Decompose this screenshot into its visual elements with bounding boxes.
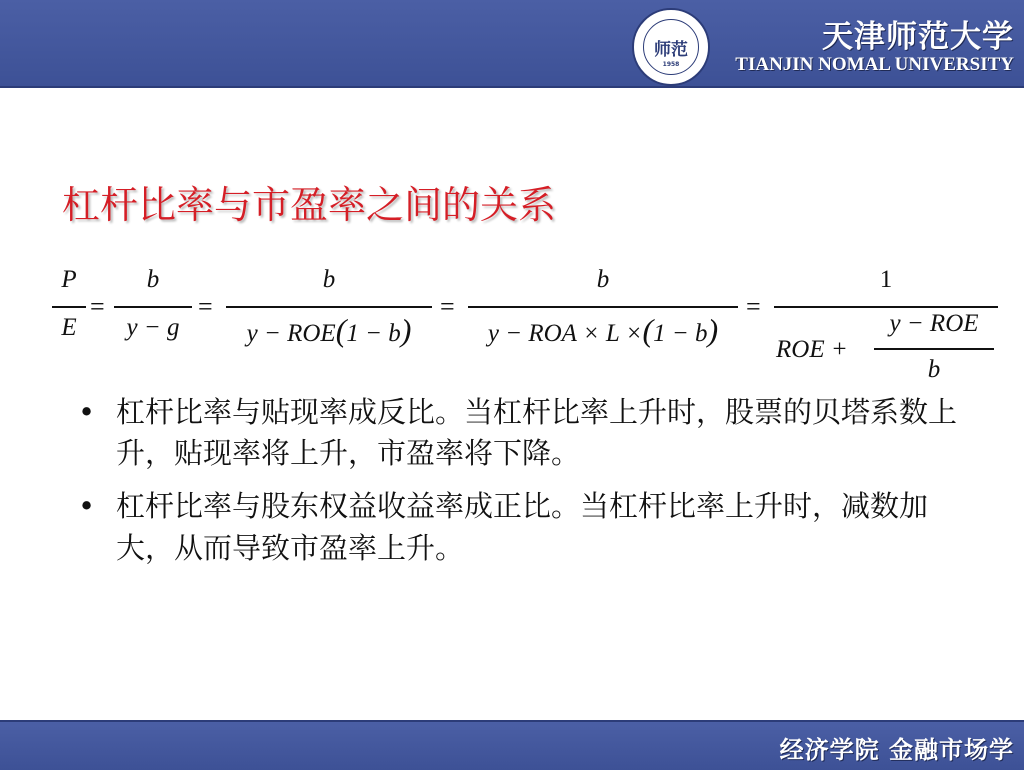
equals-sign: = [90, 292, 105, 321]
slide-title: 杠杆比率与市盈率之间的关系 [62, 183, 557, 227]
fraction-numerator: b [146, 266, 160, 293]
fraction-denominator: y − ROA × L ×(1 − b) [487, 312, 719, 348]
logo-text: 师范 [654, 39, 688, 60]
equals-sign: = [198, 292, 213, 321]
fraction-b-over-roa [468, 260, 738, 360]
university-logo [632, 8, 710, 86]
bullet-text: 杠杆比率与贴现率成反比。当杠杆比率上升时，股票的贝塔系数上升，贴现率将上升，市盈率将下降。 [116, 395, 958, 471]
inner-fraction-bar [874, 348, 994, 350]
fraction-bar [226, 306, 432, 308]
fraction-denominator: y − ROE(1 − b) [246, 312, 412, 348]
denominator-part: y − ROA × L × [487, 320, 643, 347]
inner-fraction [874, 310, 994, 400]
university-name-en: TIANJIN NOMAL UNIVERSITY [735, 54, 1014, 75]
fraction-numerator: b [596, 266, 610, 293]
fraction-b-over-y-g [114, 260, 192, 360]
university-name-cn: 天津师范大学 [822, 19, 1014, 55]
fraction-bar [468, 306, 738, 308]
fraction-numerator: 1 [879, 266, 893, 293]
fraction-pe [52, 260, 86, 360]
denominator-left: ROE + [776, 336, 848, 363]
footer-text: 经济学院 金融市场学 [779, 736, 1014, 764]
denominator-paren-term: 1 − b [653, 320, 708, 347]
fraction-b-over-roe [226, 260, 432, 360]
inner-numerator: y − ROE [889, 310, 979, 337]
bullet-item [78, 486, 978, 568]
fraction-numerator: P [61, 266, 77, 293]
bullet-symbol: • [78, 489, 96, 524]
fraction-numerator: b [322, 266, 336, 293]
fraction-bar [114, 306, 192, 308]
logo-emblem [643, 19, 699, 75]
bullet-item [78, 392, 978, 474]
pe-formula [0, 250, 1024, 400]
inner-denominator: b [927, 356, 941, 383]
fraction-denominator: y − g [126, 314, 180, 341]
denominator-part: y − ROE [246, 320, 336, 347]
equals-sign: = [440, 292, 455, 321]
bullet-text: 杠杆比率与股东权益收益率成正比。当杠杆比率上升时，减数加大，从而导致市盈率上升。 [116, 489, 929, 565]
fraction-bar [774, 306, 998, 308]
equals-sign: = [746, 292, 761, 321]
bullet-symbol: • [78, 395, 96, 429]
fraction-bar [52, 306, 86, 308]
denominator-paren-term: 1 − b [346, 320, 401, 347]
fraction-denominator: E [61, 314, 77, 341]
bullet-list [78, 392, 978, 581]
logo-year: 1958 [662, 61, 680, 68]
fraction-one-over-complex [774, 260, 998, 400]
